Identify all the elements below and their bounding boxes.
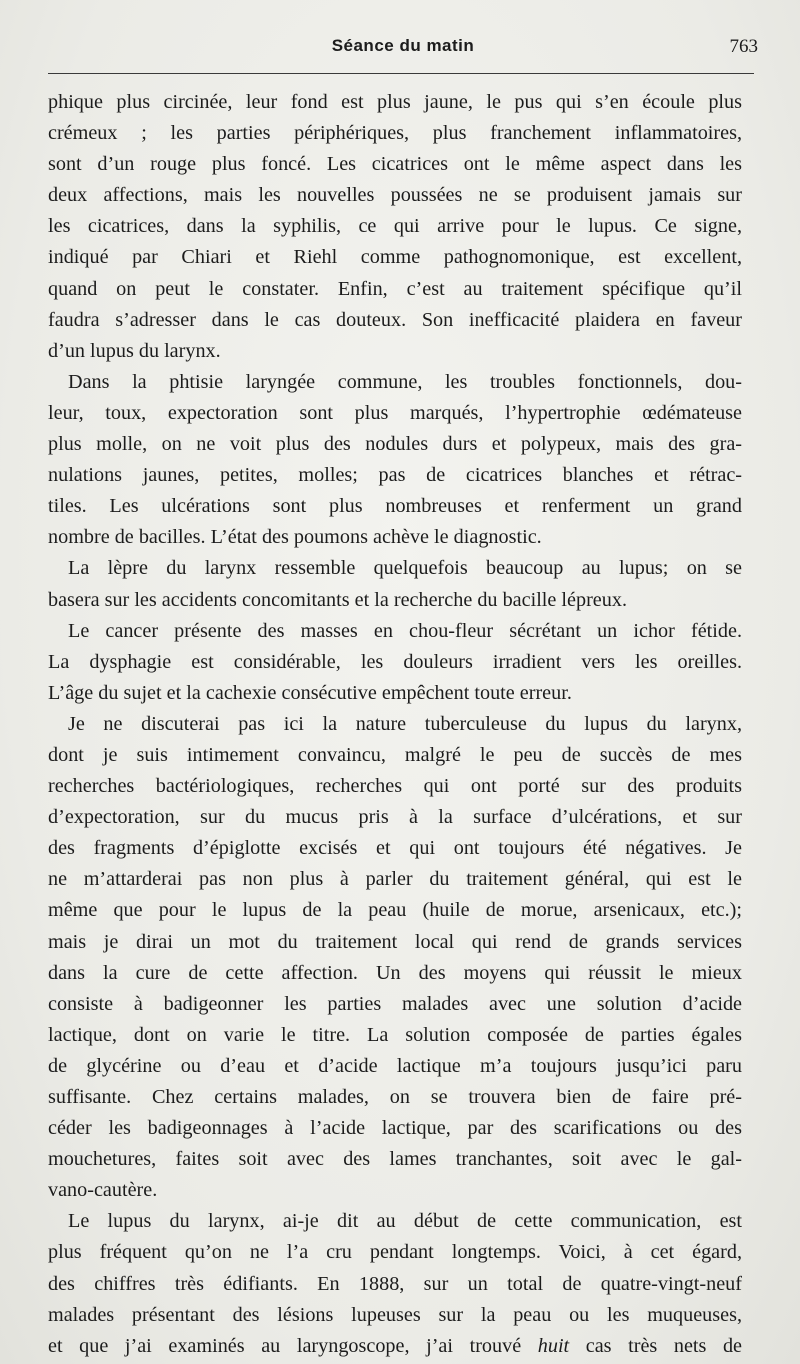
text-line: Je ne discuterai pas ici la nature tuberculeuse du lupus du larynx,: [68, 712, 742, 735]
text-line: lactique, dont on varie le titre. La solution composée de parties égales: [48, 1023, 742, 1046]
text-line: nombre de bacilles. L’état des poumons achève le diagnostic.: [48, 526, 542, 549]
text-line: suffisante. Chez certains malades, on se trouvera bien de faire pré-: [48, 1086, 742, 1108]
text-line: deux affections, mais les nouvelles poussées ne se produisent jamais sur: [48, 184, 742, 207]
text-line: dont je suis intimement convaincu, malgré le peu de succès de mes: [48, 743, 742, 766]
text-line: céder les badigeonnages à l’acide lactique, par des scarifications ou des: [48, 1117, 742, 1140]
text-line: Le cancer présente des masses en chou-fleur sécrétant un ichor fétide.: [68, 619, 742, 642]
header-rule: [48, 73, 754, 74]
text-line: basera sur les accidents concomitants et la recherche du bacille lépreux.: [48, 588, 628, 611]
page-number: 763: [729, 36, 758, 57]
text-line: Dans la phtisie laryngée commune, les troubles fonctionnels, dou-: [68, 370, 742, 393]
text-line: La lèpre du larynx ressemble quelquefois beaucoup au lupus; on se: [68, 557, 742, 580]
running-header: [48, 34, 758, 62]
text-line: nulations jaunes, petites, molles; pas de cicatrices blanches et rétrac-: [48, 464, 742, 487]
text-line-last: [48, 1331, 742, 1362]
text-line: même que pour le lupus de la peau (huile de morue, arsenicaux, etc.);: [48, 899, 742, 922]
text-line: recherches bactériologiques, recherches qui ont porté sur des produits: [48, 775, 742, 798]
text-line: consiste à badigeonner les parties malades avec une solution d’acide: [48, 992, 742, 1015]
text-line: indiqué par Chiari et Riehl comme pathognomonique, est excellent,: [48, 246, 742, 269]
text-line: leur, toux, expectoration sont plus marqués, l’hypertrophie œdémateuse: [48, 401, 742, 424]
text-line: dans la cure de cette affection. Un des moyens qui réussit le mieux: [48, 961, 742, 984]
text-line: tiles. Les ulcérations sont plus nombreuses et renferment un grand: [48, 495, 742, 518]
body-text: [48, 87, 742, 1362]
text-line: L’âge du sujet et la cachexie consécutive empêchent toute erreur.: [48, 681, 572, 704]
text-line: de glycérine ou d’eau et d’acide lactique m’a toujours jusqu’ici paru: [48, 1054, 742, 1077]
text-line: mouchetures, faites soit avec des lames tranchantes, soit avec le gal-: [48, 1148, 742, 1171]
last-line-italic: huit: [537, 1334, 570, 1357]
text-line: quand on peut le constater. Enfin, c’est au traitement spécifique qu’il: [48, 277, 742, 300]
text-line: des fragments d’épiglotte excisés et qui ont toujours été négatives. Je: [48, 837, 742, 860]
text-line: vano-cautère.: [48, 1179, 158, 1202]
text-line: des chiffres très édifiants. En 1888, sur un total de quatre-vingt-neuf: [48, 1272, 742, 1295]
text-line: crémeux ; les parties périphériques, plus franchement inflammatoires,: [48, 122, 742, 145]
text-line: malades présentant des lésions lupeuses sur la peau ou les muqueuses,: [48, 1303, 742, 1326]
text-line: faudra s’adresser dans le cas douteux. Son inefficacité plaidera en faveur: [48, 308, 742, 331]
text-line: phique plus circinée, leur fond est plus jaune, le pus qui s’en écoule plus: [48, 91, 742, 113]
last-line-before: et que j’ai examinés au laryngoscope, j’ai trouvé: [48, 1334, 522, 1357]
text-line: Le lupus du larynx, ai-je dit au début de cette communication, est: [68, 1210, 742, 1233]
text-line: les cicatrices, dans la syphilis, ce qui arrive pour le lupus. Ce signe,: [48, 215, 742, 238]
text-line: plus fréquent qu’on ne l’a cru pendant longtemps. Voici, à cet égard,: [48, 1241, 742, 1264]
text-line: ne m’attarderai pas non plus à parler du traitement général, qui est le: [48, 868, 742, 891]
text-line: d’un lupus du larynx.: [48, 339, 221, 362]
text-line: mais je dirai un mot du traitement local qui rend de grands services: [48, 930, 742, 953]
text-line: d’expectoration, sur du mucus pris à la surface d’ulcérations, et sur: [48, 806, 742, 829]
last-line-after: cas très nets de: [585, 1334, 743, 1357]
text-line: sont d’un rouge plus foncé. Les cicatrices ont le même aspect dans les: [48, 153, 742, 176]
running-title: Séance du matin: [331, 36, 475, 55]
text-line: La dysphagie est considérable, les douleurs irradient vers les oreilles.: [48, 650, 742, 673]
text-line: plus molle, on ne voit plus des nodules durs et polypeux, mais des gra-: [48, 433, 742, 456]
